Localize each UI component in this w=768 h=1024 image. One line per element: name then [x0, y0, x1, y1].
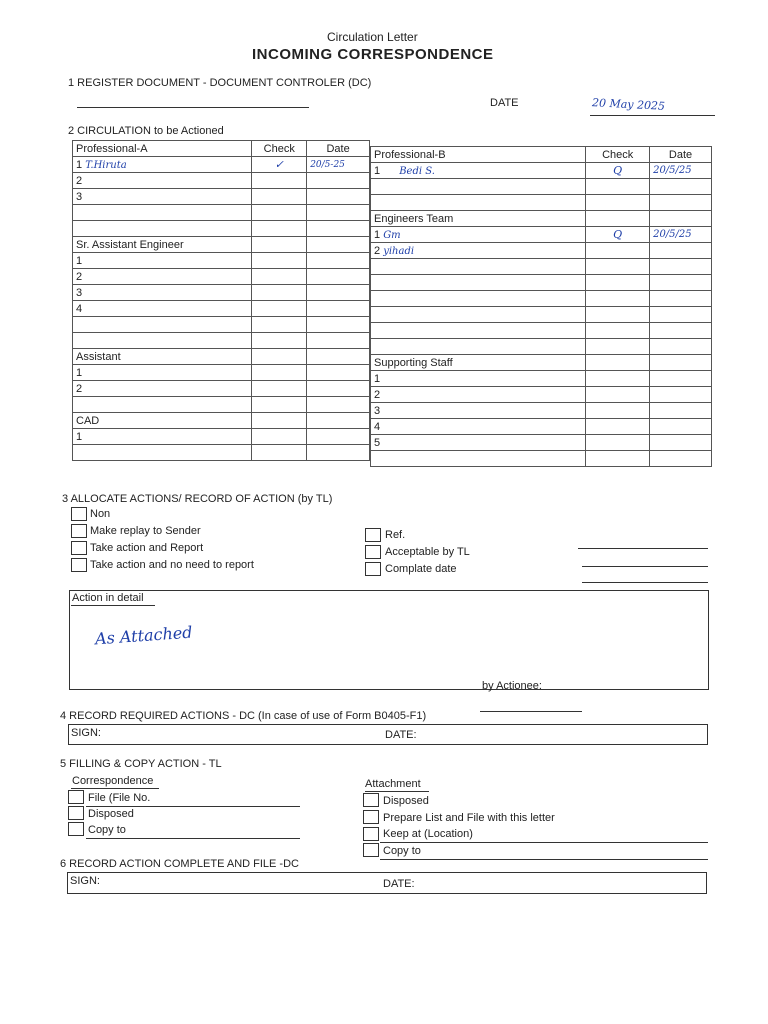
action-detail-handwriting[interactable]: As Attached	[94, 622, 194, 649]
table-row	[73, 189, 370, 205]
row-number: 5	[371, 435, 586, 451]
row-number: 2	[73, 173, 252, 189]
table-row	[73, 173, 370, 189]
check-cell[interactable]	[586, 419, 650, 435]
table-row	[371, 243, 712, 259]
row-number: 1	[73, 429, 252, 445]
circulation-table-right	[370, 146, 712, 467]
check-cell[interactable]	[252, 269, 307, 285]
ref-line[interactable]	[578, 548, 708, 549]
sr-assistant-label: Sr. Assistant Engineer	[73, 237, 252, 253]
complete-date-line[interactable]	[582, 582, 708, 583]
attachment-item: Copy to	[383, 845, 421, 857]
row-number: 3	[73, 285, 252, 301]
attachment-copy-to-line[interactable]	[380, 859, 708, 860]
by-actionee-label: by Actionee:	[482, 680, 542, 692]
date-cell[interactable]	[650, 387, 712, 403]
correspondence-checkbox[interactable]	[68, 822, 84, 836]
assignee-name[interactable]: Gm	[383, 229, 401, 241]
action-detail-label: Action in detail	[72, 592, 144, 604]
row-number: 1	[73, 253, 252, 269]
option-label: Ref.	[385, 529, 406, 541]
date-cell[interactable]	[650, 403, 712, 419]
correspondence-label: Correspondence	[72, 775, 154, 787]
attachment-checkbox[interactable]	[363, 843, 379, 857]
check-mark[interactable]: Q	[586, 227, 650, 243]
attachment-underline	[365, 791, 429, 792]
table-row	[371, 419, 712, 435]
check-header: Check	[586, 147, 650, 163]
date-cell[interactable]	[307, 365, 370, 381]
check-cell[interactable]	[586, 403, 650, 419]
attachment-checkbox[interactable]	[363, 827, 379, 841]
check-mark[interactable]: Q	[586, 163, 650, 179]
date-cell[interactable]	[650, 419, 712, 435]
form-heading: INCOMING CORRESPONDENCE	[252, 46, 494, 63]
check-date[interactable]: 20/5/25	[650, 227, 712, 243]
check-cell[interactable]	[252, 285, 307, 301]
sign-label[interactable]: SIGN:	[71, 727, 101, 739]
keep-at-line[interactable]	[380, 842, 708, 843]
actionee-signature-line[interactable]	[480, 711, 582, 712]
option-label: Take action and no need to report	[90, 559, 254, 571]
attachment-checkbox[interactable]	[363, 810, 379, 824]
row-number: 1	[374, 228, 381, 241]
sign-label[interactable]: SIGN:	[70, 875, 100, 887]
section-4-heading: 4 RECORD REQUIRED ACTIONS - DC (In case of use of Form B0405-F1)	[60, 710, 427, 722]
section-5-heading: 5 FILLING & COPY ACTION - TL	[60, 758, 222, 770]
attachment-checkbox[interactable]	[363, 793, 379, 807]
register-date-line	[590, 115, 715, 116]
option-checkbox[interactable]	[71, 558, 87, 572]
table-row	[371, 227, 712, 243]
date-cell[interactable]	[307, 189, 370, 205]
option-label: Take action and Report	[90, 542, 204, 554]
table-row	[73, 429, 370, 445]
option-checkbox[interactable]	[71, 507, 87, 521]
row-number: 1	[374, 164, 381, 177]
date-cell[interactable]	[307, 285, 370, 301]
table-row	[371, 387, 712, 403]
date-label[interactable]: DATE:	[383, 878, 415, 890]
section-6-heading: 6 RECORD ACTION COMPLETE AND FILE -DC	[60, 858, 299, 870]
date-cell[interactable]	[307, 381, 370, 397]
date-cell[interactable]	[650, 371, 712, 387]
check-cell[interactable]	[252, 173, 307, 189]
professional-b-label: Professional-B	[371, 147, 586, 163]
check-cell[interactable]	[586, 243, 650, 259]
date-cell[interactable]	[307, 253, 370, 269]
row-number: 4	[73, 301, 252, 317]
date-cell[interactable]	[307, 429, 370, 445]
row-number: 1	[371, 371, 586, 387]
acceptable-line[interactable]	[582, 566, 708, 567]
check-cell[interactable]	[586, 435, 650, 451]
section-1-heading: 1 REGISTER DOCUMENT - DOCUMENT CONTROLER (DC)	[68, 77, 372, 89]
detail-label-underline	[71, 605, 155, 606]
row-number: 3	[371, 403, 586, 419]
row-number: 1	[76, 158, 83, 171]
assignee-name[interactable]: T.Hiruta	[85, 159, 127, 171]
date-label: DATE	[490, 97, 519, 109]
date-cell[interactable]	[307, 301, 370, 317]
option-label: Non	[90, 508, 111, 520]
copy-to-line[interactable]	[86, 838, 300, 839]
attachment-label: Attachment	[365, 778, 421, 790]
table-row	[73, 285, 370, 301]
date-header: Date	[650, 147, 712, 163]
supporting-staff-label: Supporting Staff	[371, 355, 586, 371]
section-2-heading: 2 CIRCULATION to be Actioned	[68, 125, 224, 137]
circulation-table-left	[72, 140, 370, 461]
file-no-line[interactable]	[86, 806, 300, 807]
correspondence-item: File (File No.	[88, 792, 151, 804]
check-cell[interactable]	[252, 381, 307, 397]
date-cell[interactable]	[307, 173, 370, 189]
check-cell[interactable]	[252, 301, 307, 317]
correspondence-item: Copy to	[88, 824, 126, 836]
correspondence-checkbox[interactable]	[68, 790, 84, 804]
option-label: Make replay to Sender	[90, 525, 201, 537]
date-cell[interactable]	[650, 435, 712, 451]
date-header: Date	[307, 141, 370, 157]
option-label: Complate date	[385, 563, 457, 575]
assignee-name[interactable]: yihadi	[383, 245, 415, 257]
attachment-item: Keep at (Location)	[383, 828, 473, 840]
table-row	[73, 157, 370, 173]
table-row	[73, 253, 370, 269]
attachment-item: Prepare List and File with this letter	[383, 812, 555, 824]
check-mark[interactable]: ✓	[252, 157, 307, 173]
assistant-label: Assistant	[73, 349, 252, 365]
check-cell[interactable]	[586, 387, 650, 403]
engineers-team-label: Engineers Team	[371, 211, 586, 227]
check-cell[interactable]	[252, 429, 307, 445]
row-number: 3	[73, 189, 252, 205]
correspondence-underline	[71, 788, 159, 789]
register-date-value[interactable]: 20 May 2025	[591, 96, 666, 113]
option-label: Acceptable by TL	[385, 546, 470, 558]
date-label[interactable]: DATE:	[385, 729, 417, 741]
professional-a-label: Professional-A	[73, 141, 252, 157]
table-row	[73, 301, 370, 317]
option-checkbox[interactable]	[71, 524, 87, 538]
correspondence-checkbox[interactable]	[68, 806, 84, 820]
option-checkbox[interactable]	[365, 528, 381, 542]
table-row	[73, 381, 370, 397]
table-row	[371, 403, 712, 419]
date-cell[interactable]	[650, 243, 712, 259]
register-signature-line[interactable]	[77, 107, 309, 108]
option-checkbox[interactable]	[71, 541, 87, 555]
row-number: 2	[73, 381, 252, 397]
table-row	[371, 163, 712, 179]
table-row	[73, 269, 370, 285]
check-date[interactable]: 20/5/25	[650, 163, 712, 179]
check-cell[interactable]	[252, 189, 307, 205]
check-date[interactable]: 20/5-25	[307, 157, 370, 173]
check-header: Check	[252, 141, 307, 157]
row-number: 4	[371, 419, 586, 435]
row-number: 1	[73, 365, 252, 381]
date-cell[interactable]	[307, 269, 370, 285]
option-checkbox[interactable]	[365, 562, 381, 576]
table-row	[371, 371, 712, 387]
section-3-heading: 3 ALLOCATE ACTIONS/ RECORD OF ACTION (by TL)	[62, 493, 333, 505]
form-title: Circulation Letter	[327, 30, 418, 44]
table-row	[371, 435, 712, 451]
check-cell[interactable]	[252, 253, 307, 269]
row-number: 2	[73, 269, 252, 285]
option-checkbox[interactable]	[365, 545, 381, 559]
attachment-item: Disposed	[383, 795, 429, 807]
row-number: 2	[374, 244, 381, 257]
cad-label: CAD	[73, 413, 252, 429]
table-row	[73, 365, 370, 381]
check-cell[interactable]	[252, 365, 307, 381]
row-number: 2	[371, 387, 586, 403]
check-cell[interactable]	[586, 371, 650, 387]
assignee-name[interactable]: Bedi S.	[399, 165, 435, 177]
correspondence-item: Disposed	[88, 808, 134, 820]
